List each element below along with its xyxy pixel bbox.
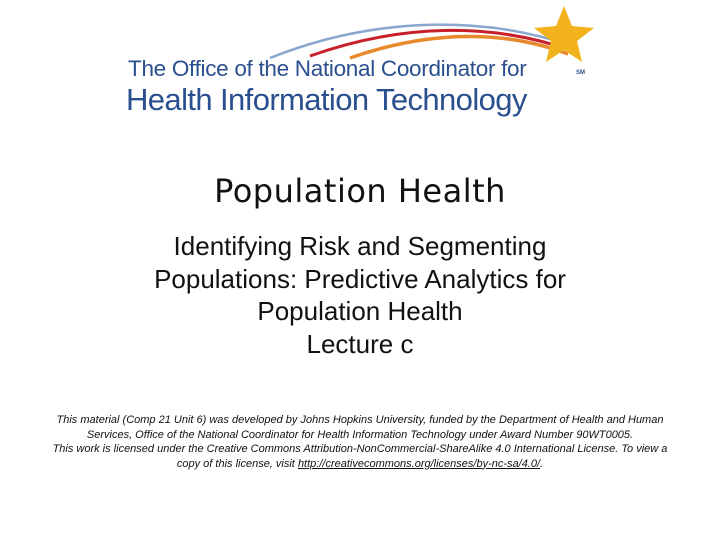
logo-line2: Health Information Technology [126, 82, 527, 117]
onc-logo [120, 0, 600, 125]
license-text: This work is licensed under the Creative Commons Attribution-NonCommercial-ShareAlike 4.0 International License. To view a copy of this license, visit [52, 443, 668, 470]
license-link[interactable]: http://creativecommons.org/licenses/by-nc-sa/4.0/ [297, 457, 541, 470]
lecture-title-line-2: Populations: Predictive Analytics for [154, 263, 566, 294]
license-statement [40, 442, 680, 471]
service-mark: SM [576, 70, 585, 76]
funding-statement: This material (Comp 21 Unit 6) was developed by Johns Hopkins University, funded by the Department of Health and Human Services, Office of the National Coordinator for Health Information Technology under Award Number 90WT0005. [56, 414, 664, 441]
logo-line1: The Office of the National Coordinator for [128, 56, 527, 81]
lecture-label: Lecture c [306, 328, 414, 359]
lecture-title-line-1: Identifying Risk and Segmenting [173, 231, 547, 261]
lecture-title-line-3: Population Health [257, 296, 463, 326]
credits-footer [40, 413, 680, 471]
course-title: Population Health [214, 172, 506, 210]
lecture-title [60, 230, 660, 360]
license-period: . [540, 457, 544, 470]
